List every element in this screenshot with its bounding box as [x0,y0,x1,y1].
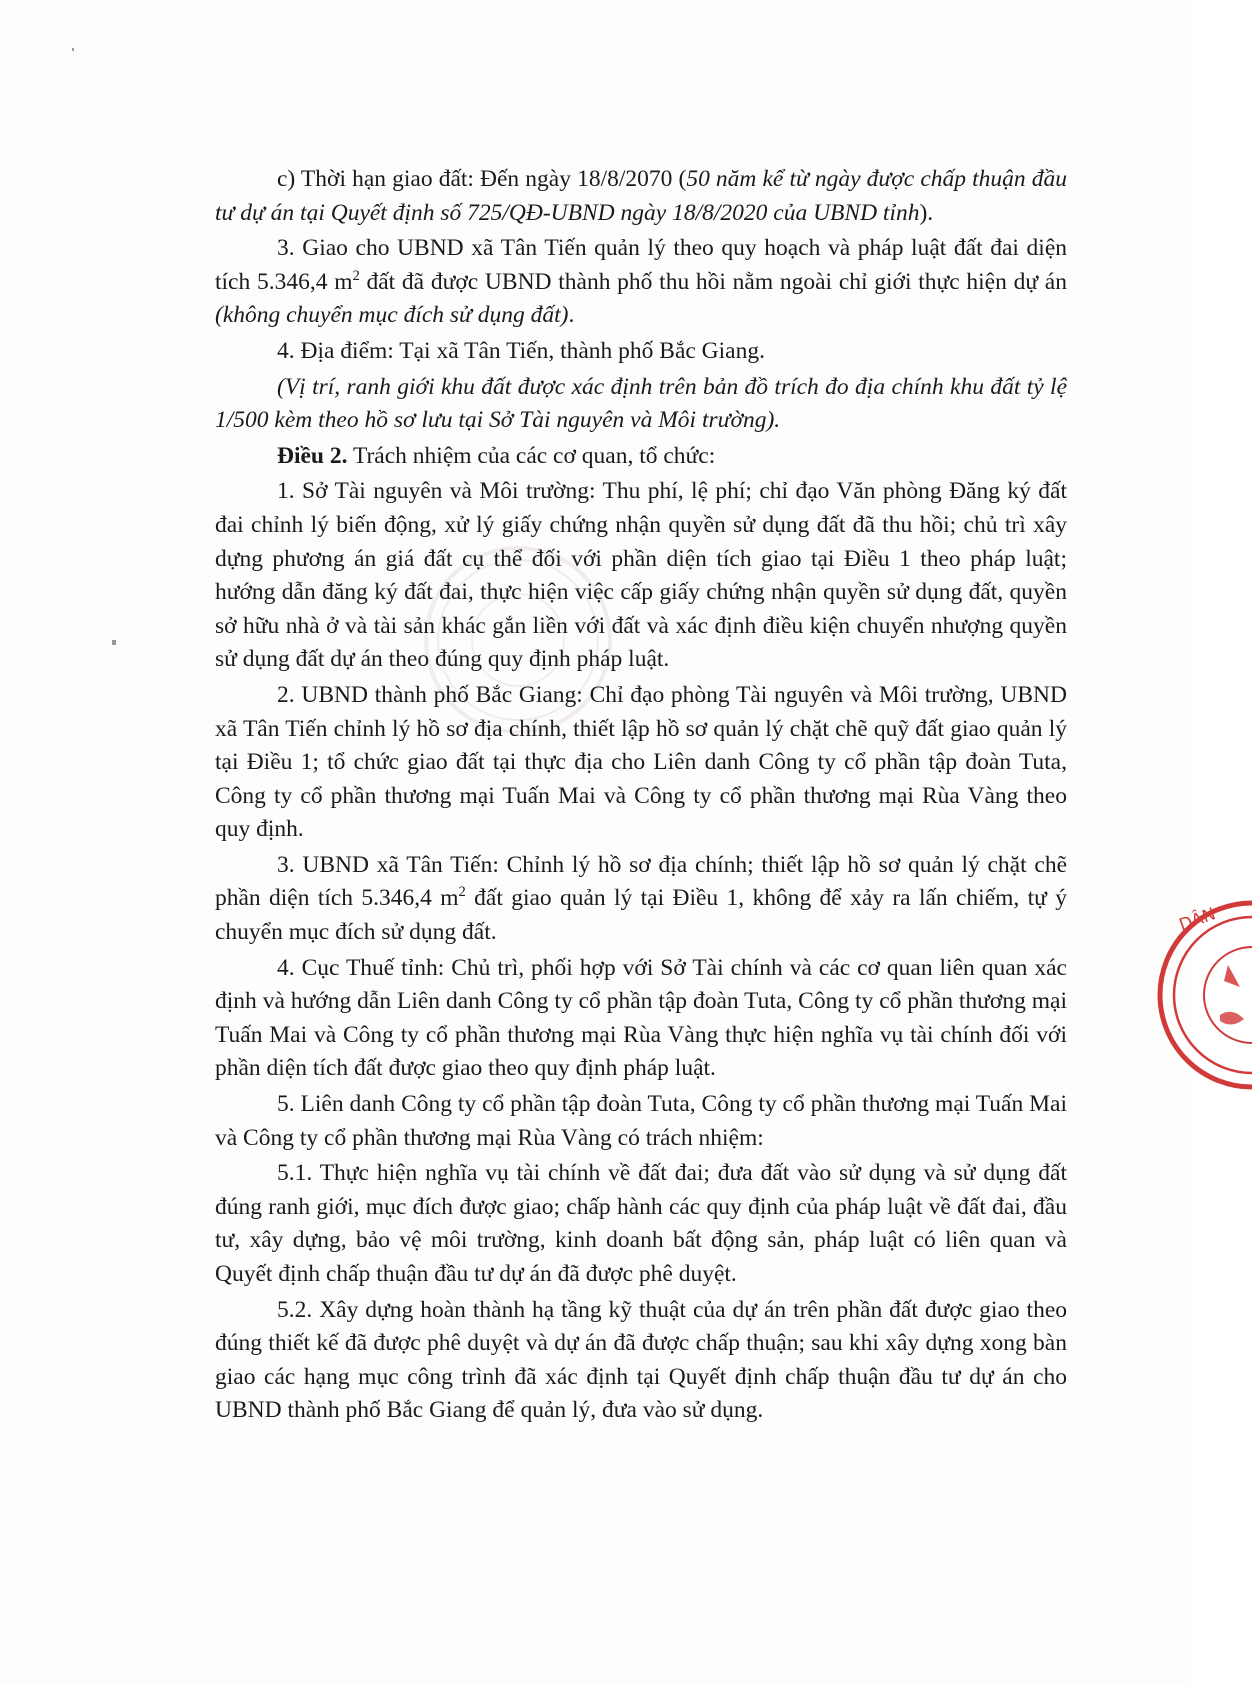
text-run: 1. Sở Tài nguyên và Môi trường: Thu phí, lệ phí; chỉ đạo Văn phòng Đăng ký đất đai chỉnh lý biến động, xử lý giấy chứng nhận quyền sử dụng đất đã thu hồi; chủ trì xây dựng phương án giá đất cụ thể đối với phần diện tích giao tại Điều 1 theo pháp luật; hướng dẫn đăng ký đất đai, thực hiện việc cấp giấy chứng nhận quyền sử dụng đất, quyền sở hữu nhà ở và tài sản khác gắn liền với đất và xác định điều kiện chuyển nhượng quyền sử dụng đất dự án theo đúng quy định pháp luật. [215,478,1067,673]
text-run: 2 [458,884,466,901]
paragraph-p1 [215,163,1067,230]
text-run: Điều 2. [277,442,348,469]
paragraph-p7 [215,679,1067,847]
scan-speck [72,48,74,51]
paragraph-p9 [215,952,1067,1086]
text-run: (Vị trí, ranh giới khu đất được xác định trên bản đồ trích đo địa chính khu đất tỷ lệ 1/500 kèm theo hồ sơ lưu tại Sở Tài nguyên và Môi trường). [215,373,1067,434]
paragraph-p12 [215,1294,1067,1428]
document-body [215,163,1067,1430]
seal-edge-text: DÂN [1176,904,1219,936]
text-run: ). [919,199,934,226]
paragraph-p2 [215,232,1067,333]
text-run: 2 [352,267,360,284]
text-run: 4. Cục Thuế tỉnh: Chủ trì, phối hợp với Sở Tài chính và các cơ quan liên quan xác định và hướng dẫn Liên danh Công ty cổ phần tập đoàn Tuta, Công ty cổ phần thương mại Tuấn Mai và Công ty cổ phần thương mại Rùa Vàng thực hiện nghĩa vụ tài chính đối với phần diện tích đất được giao theo quy định pháp luật. [215,954,1067,1082]
text-run: 5. Liên danh Công ty cổ phần tập đoàn Tuta, Công ty cổ phần thương mại Tuấn Mai và Công ty cổ phần thương mại Rùa Vàng có trách nhiệm: [215,1091,1067,1151]
paragraph-p3 [215,335,1067,369]
paragraph-p10 [215,1088,1067,1155]
text-run: Trách nhiệm của các cơ quan, tổ chức: [347,442,716,469]
text-run: 5.1. Thực hiện nghĩa vụ tài chính về đất đai; đưa đất vào sử dụng và sử dụng đất đúng ranh giới, mục đích được giao; chấp hành các quy định của pháp luật về đất đai, đầu tư, xây dựng, bảo vệ môi trường, kinh doanh bất động sản, pháp luật có liên quan và Quyết định chấp thuận đầu tư dự án đã được phê duyệt. [215,1160,1067,1287]
text-run: c) Thời hạn giao đất: Đến ngày 18/8/2070 ( [277,166,687,192]
text-run: 3. UBND xã Tân Tiến: Chỉnh lý hồ sơ địa chính; thiết lập hồ sơ quản lý chặt chẽ phần diện tích 5.346,4 m [215,851,1067,912]
text-run: 3. Giao cho UBND xã Tân Tiến quản lý theo quy hoạch và pháp luật đất đai diện tích 5.346,4 m [215,235,1067,295]
text-run: đất giao quản lý tại Điều 1, không để xảy ra lấn chiếm, tự ý chuyển mục đích sử dụng đất. [215,885,1067,946]
paragraph-p4 [215,371,1067,438]
red-seal-fragment [1128,895,1252,1095]
text-run: 5.2. Xây dựng hoàn thành hạ tầng kỹ thuật của dự án trên phần đất được giao theo đúng thiết kế đã được phê duyệt và dự án đã được chấp thuận; sau khi xây dựng xong bàn giao các hạng mục công trình đã xác định tại Quyết định chấp thuận đầu tư dự án cho UBND thành phố Bắc Giang để quản lý, đưa vào sử dụng. [215,1296,1067,1424]
paragraph-p11 [215,1157,1067,1291]
text-run: . [568,302,575,329]
paragraph-p6 [215,475,1067,677]
text-run: 2. UBND thành phố Bắc Giang: Chỉ đạo phòng Tài nguyên và Môi trường, UBND xã Tân Tiến chỉnh lý hồ sơ địa chính, thiết lập hồ sơ quản lý chặt chẽ quỹ đất giao quản lý tại Điều 1; tổ chức giao đất tại thực địa cho Liên danh Công ty cổ phần tập đoàn Tuta, Công ty cổ phần thương mại Tuấn Mai và Công ty cổ phần thương mại Rùa Vàng theo quy định. [215,681,1067,843]
scan-speck [112,640,116,645]
paragraph-p5 [215,440,1067,474]
text-run: 4. Địa điểm: Tại xã Tân Tiến, thành phố Bắc Giang. [277,337,765,364]
paragraph-p8 [215,849,1067,950]
text-run: đất đã được UBND thành phố thu hồi nằm ngoài chỉ giới thực hiện dự án [359,268,1067,295]
text-run: (không chuyển mục đích sử dụng đất) [215,302,569,329]
text-run: 50 năm kể từ ngày được chấp thuận đầu tư dự án tại Quyết định số 725/QĐ-UBND ngày 18/8/2020 của UBND tỉnh [215,166,1067,226]
